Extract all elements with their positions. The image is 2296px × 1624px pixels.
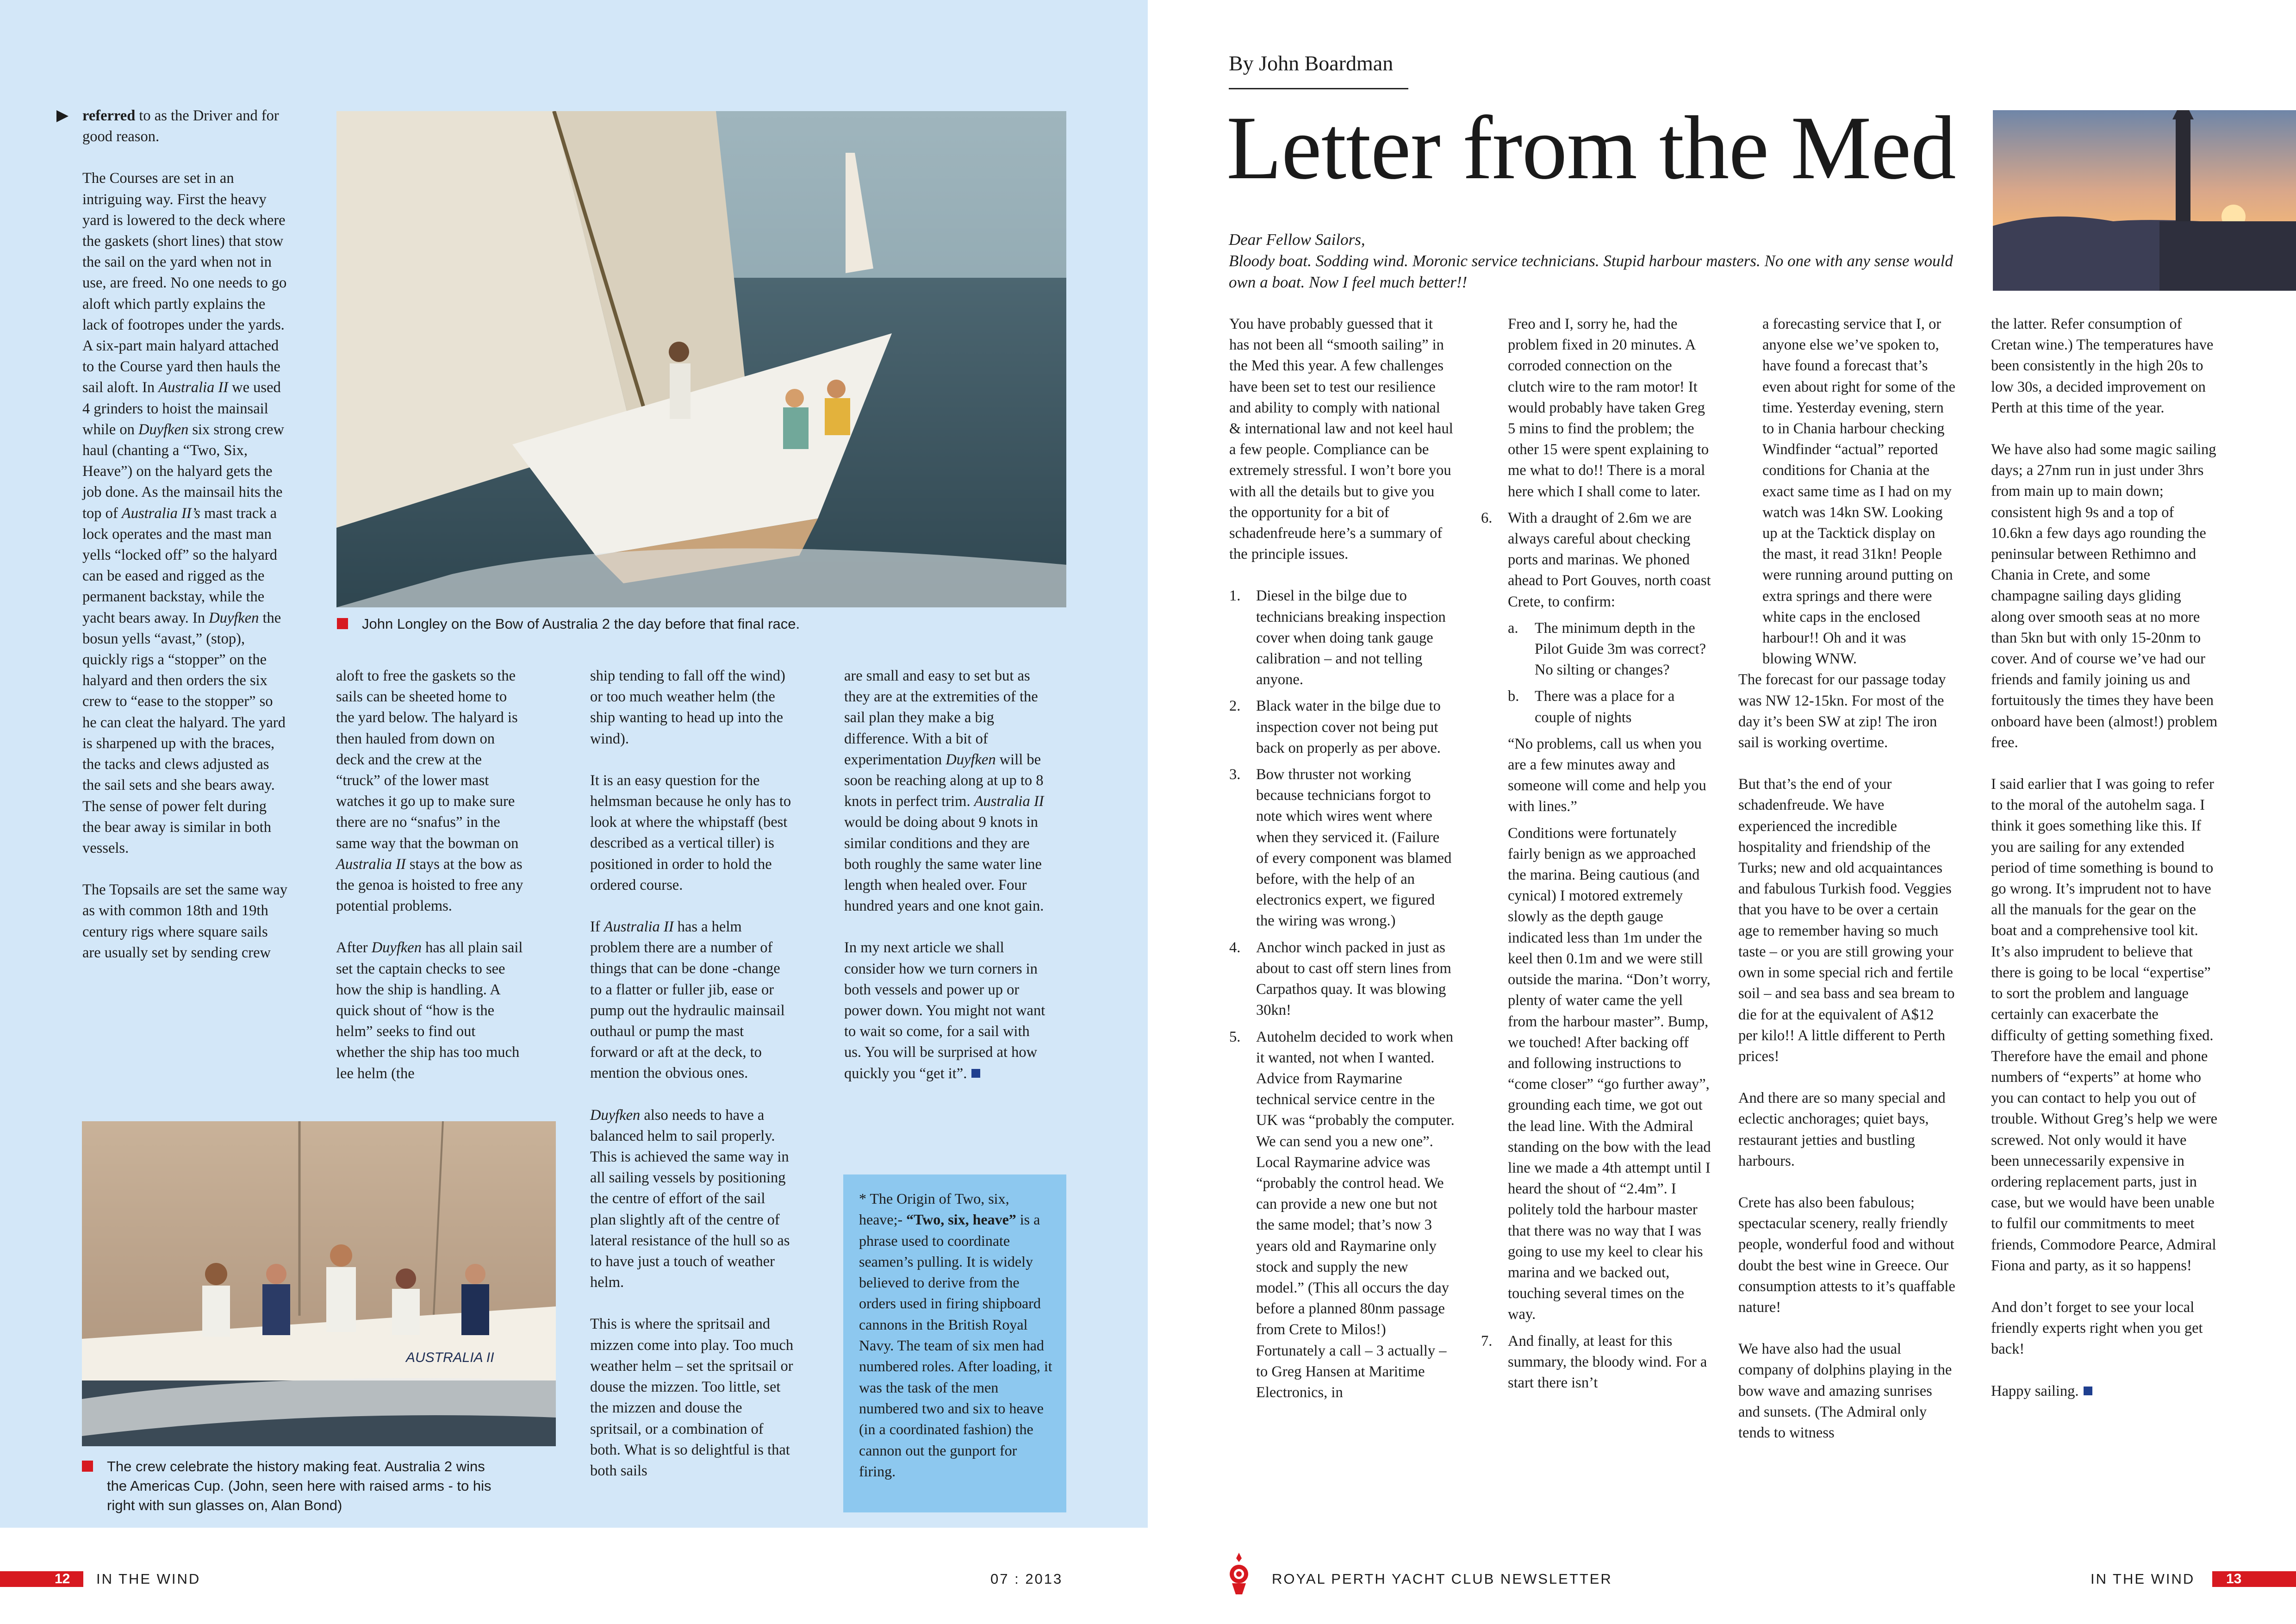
sub-list-item: b. There was a place for a couple of nights [1508, 688, 1675, 726]
svg-text:AUSTRALIA II: AUSTRALIA II [406, 1350, 494, 1365]
list-item: 6. With a draught of 2.6m we are always careful about checking ports and marinas. We phoned ahead to Port Gouves, north coast Crete, to confirm: [1481, 509, 1711, 610]
left-col-4-para-2: In my next article we shall consider how we turn corners in both vessels and power up or power down. You might not want to wait so come, for a sail with us. You will be surprised at how quickly you “get it”. [844, 939, 1045, 1082]
caption-line: the Americas Cup. (John, seen here with raised arms - to his [107, 1478, 492, 1494]
sidebar-two-six-heave: * The Origin of Two, six, heave;- “Two, six, heave” is a phrase used to coordinate seamen’s pulling. It is widely believed to derive from the orders used in firing shipboard cannons in the British Royal Navy. The team of six men had numbered roles. After loading, it was the task of the men numbered two and six to heave (in a coordinated fashion) the cannon out the gunport for firing. [843, 1174, 1066, 1512]
page-number-right: 13 [2226, 1571, 2242, 1587]
right-col-2-para-a: “No problems, call us when you are a few minutes away and someone will come and help you with lines.” [1508, 735, 1706, 815]
list-item-text: Anchor winch packed in just as about to cast off stern lines from Carpathos quay. It was blowing 30kn! [1256, 939, 1451, 1019]
list-item [1229, 586, 1455, 690]
article-end-mark [971, 1069, 980, 1078]
right-col-3-cont: a forecasting service that I, or anyone else we’ve spoken to, have found a forecast that’s even about right for some of the time. Yesterday evening, stern to in Chania harbour checking Windfinder “actual” reported conditions for Chania at the exact same time as I had on my watch was 14kn SW. Looking up at the Tacktick display on the mast, it read 31kn! People were running around putting on extra springs and there were white caps in the enclosed harbour!! Oh and it was blowing WNW. [1762, 316, 1955, 668]
caption-top-photo: John Longley on the Bow of Australia 2 the day before that final race. [337, 614, 1066, 635]
list-item [1229, 696, 1455, 759]
right-col-2 [1481, 314, 1712, 1393]
list-item-number: 5. [1229, 1028, 1241, 1045]
list-item [1229, 764, 1455, 932]
list-item-number: 3. [1229, 766, 1241, 783]
right-col-4-para-2: We have also had some magic sailing days; a 27nm run in just under 3hrs from main up to main down; consistent high 9s and a top of 10.6kn a few days ago rounding the peninsular between Rethimno and Chania in Crete, and some champagne sailing days gliding along over smooth seas at no more than 5kn but with only 15-20nm to cover. And of course we’ve had our friends and family joining us and fortuitously the times they have been onboard have been (almost!) problem free. [1991, 441, 2218, 751]
caption-marker [82, 1461, 93, 1472]
footer-publication-left: IN THE WIND [96, 1571, 201, 1587]
footer-bar-left [0, 1571, 83, 1587]
right-col-3-para-4: Crete has also been fabulous; spectacular scenery, really friendly people, wonderful food and without doubt the best wine in Greece. Our consumption attests to it’s quaffable nature! [1738, 1194, 1955, 1316]
left-col-1-para-1: referred to as the Driver and for good reason. [82, 106, 288, 147]
list-item-text: Black water in the bilge due to inspection cover not being put back on properly as per above. [1256, 698, 1441, 756]
salutation: Dear Fellow Sailors, [1229, 231, 1365, 249]
list-item-text: Autohelm decided to work when it wanted, not when I wanted. Advice from Raymarine technical service centre in the UK was “probably the computer. We can send you a new one”. Local Raymarine advice was “probably the control head. We can provide a new one but not the same model; that’s now 3 years old and Raymarine only stock and supply the new model.” (This all occurs the day before a planned 80nm passage from Crete to Milos!) Fortunately a call – 3 actually – to Greg Hansen at Maritime Electronics, in [1256, 1028, 1455, 1401]
photo-lighthouse-sunset [1993, 110, 2296, 291]
caption-line: right with sun glasses on, Alan Bond) [107, 1497, 342, 1513]
right-col-3-para-5: We have also had the usual company of dolphins playing in the bow wave and amazing sunrises and sunsets. (The Admiral only tends to witness [1738, 1341, 1952, 1441]
sub-list-item: a. The minimum depth in the Pilot Guide 3m was correct? No silting or changes? [1508, 619, 1706, 679]
right-col-4-para-5: Happy sailing. [1991, 1381, 2218, 1402]
right-col-3-para-2: But that’s the end of your schadenfreude. We have experienced the incredible hospitality and friendship of the Turks; new and old acquaintances and fabulous Turkish food. Veggies that you have to be over a certain age to remember having so much taste – or you are still growing your own in some special rich and fertile soil – and sea bass and sea bream to die for at the equivalent of A$12 per kilo!! A little different to Perth prices! [1738, 776, 1955, 1065]
left-col-3 [590, 666, 794, 1481]
right-col-3 [1738, 314, 1956, 1443]
list-item-number: 4. [1229, 939, 1241, 956]
caption-bottom-photo [82, 1457, 591, 1519]
list-item: 7. And finally, at least for this summary, the bloody wind. For a start there isn’t [1481, 1332, 1707, 1391]
headline: Letter from the Med [1226, 98, 1956, 198]
left-col-2-para-2: After Duyfken has all plain sail set the captain checks to see how the ship is handling. A quick shout of “how is the helm” seeks to find out whether the ship has too much lee helm (the [336, 939, 523, 1082]
left-col-2 [336, 666, 526, 1084]
right-col-4-para-1: the latter. Refer consumption of Cretan wine.) The temperatures have been consistently in the high 20s to low 30s, a decided improvement on Perth at this time of the year. [1991, 316, 2214, 416]
left-col-3-para-2: It is an easy question for the helmsman because he only has to look at where the whipstaff (best described as a vertical tiller) is positioned in order to hold the ordered course. [590, 772, 791, 893]
photo-australia-ii-bow [336, 111, 1066, 607]
footer-publication-right: IN THE WIND [2091, 1571, 2195, 1587]
right-col-2-cont: Freo and I, sorry he, had the problem fixed in 20 minutes. A corroded connection on the clutch wire to the ram motor! It would probably have taken Greg 5 mins to find the problem; the other 15 were spent explaining to me what to do!! There is a moral here which I shall come to later. [1508, 316, 1709, 500]
photo-crew-celebrate [82, 1121, 556, 1446]
right-col-4-para-3: I said earlier that I was going to refer to the moral of the autohelm saga. I think it goes something like this. If you are sailing for any extended period of time something is bound to go wrong. It’s imprudent not to have all the manuals for the gear on the boat and a comprehensive tool kit. It’s also imprudent to believe that there is going to be local “expertise” to sort the problem and language certainly can exacerbate the difficulty of getting something fixed. Therefore have the email and phone numbers of “experts” at home who you can contact to help you out of trouble. Without Greg’s help we were screwed. Not only would it have been unnecessarily expensive in ordering replacement parts, just in case, but we would have been unable to fulfil our commitments to meet friends, Commodore Pearce, Admiral Fiona and party, as it so happens! [1991, 776, 2218, 1274]
intro [1229, 229, 1960, 293]
right-col-1 [1229, 314, 1455, 1409]
right-col-3-para-1: The forecast for our passage today was NW 12-15kn. For most of the day it’s been SW at zip! The iron sail is working overtime. [1738, 671, 1946, 751]
list-item-text: Bow thruster not working because technicians forgot to note which wires went where when they serviced it. (Failure of every component was blamed before, with the help of an electronics expert, we figured the wiring was wrong.) [1256, 766, 1452, 930]
caption-marker [337, 618, 348, 629]
right-col-2-para-b: Conditions were fortunately fairly benign as we approached the marina. Being cautious (and cynical) I motored extremely slowly as the depth gauge indicated less than 1m under the keel then 0.1m and we were still outside the marina. “Don’t worry, plenty of water came the yell from the harbour master”. Bump, we touched! After backing off and following instructions to “come closer” “go further away”, grounding each time, we got out the lead line. With the Admiral standing on the bow with the lead line we made a 4th attempt until I heard the shout of “2.4m”. I politely told the harbour master that there was no way that I was going to use my keel to clear his marina and we backed out, touching several times on the way. [1508, 824, 1711, 1323]
footer-bar-right [2212, 1571, 2296, 1587]
left-col-4-para-1: are small and easy to set but as they are at the extremities of the sail plan they make a big difference. With a bit of experimentation Duyfken will be soon be reaching along at up to 8 knots in perfect trim. Australia II would be doing about 9 knots in similar conditions and they are both roughly the same water line length when healed over. Four hundred years and one knot gain. [844, 668, 1044, 915]
byline-rule [1229, 88, 1408, 89]
page-number-left: 12 [55, 1571, 70, 1587]
left-col-1-para-2: The Courses are set in an intriguing way. First the heavy yard is lowered to the deck where the gaskets (short lines) that stow the sail on the yard when not in use, are freed. No one needs to go aloft which partly explains the lack of footropes under the yards. A six-part main halyard attached to the Course yard then hauls the sail aloft. In Australia II we used 4 grinders to hoist the mainsail while on Duyfken six strong crew haul (chanting a “Two, Six, Heave”) on the halyard gets the job done. As the mainsail hits the top of Australia II’s mast track a lock operates and the mast man yells “locked off” so the halyard can be eased and rigged as the permanent backstay, while the yacht bears away. In Duyfken the bosun yells “avast,” (stop), quickly rigs a “stopper” on the halyard and then orders the six crew to “ease to the stopper” so he can cleat the halyard. The yard is sharpened up with the braces, the tacks and clews adjusted as the sail sets and she bears away. The sense of power felt during the bear away is similar in both vessels. [82, 170, 287, 856]
club-crest-icon [1227, 1552, 1251, 1598]
list-item-number: 1. [1229, 587, 1241, 605]
footer-date: 07 : 2013 [990, 1571, 1063, 1587]
left-col-4 [844, 666, 1048, 1084]
right-col-3-para-3: And there are so many special and eclectic anchorages; quiet bays, restaurant jetties and bustling harbours. [1738, 1090, 1946, 1169]
list-item-number: 2. [1229, 698, 1241, 715]
list-item [1229, 1027, 1455, 1404]
article-end-mark [2084, 1387, 2092, 1395]
right-col-4 [1991, 314, 2218, 1402]
issues-list [1229, 586, 1455, 1403]
right-col-1-para-1: You have probably guessed that it has not been all “smooth sailing” in the Med this year. A few challenges have been set to test our resilience and ability to comply with national & international law and not keel haul a few people. Compliance can be extremely stressful. I won’t bore you with all the details but to give you the opportunity for a bit of schadenfreude here’s a summary of the principle issues. [1229, 316, 1453, 563]
left-col-3-para-4: Duyfken also needs to have a balanced helm to sail properly. This is achieved the same way in all sailing vessels by positioning the centre of effort of the sail plan slightly aft of the centre of lateral resistance of the hull so as to have just a touch of weather helm. [590, 1106, 790, 1291]
byline: By John Boardman [1229, 51, 1394, 75]
left-col-3-para-5: This is where the spritsail and mizzen come into play. Too much weather helm – set the spritsail or douse the mizzen. Too little, set the mizzen and douse the spritsail, or a combination of both. What is so delightful is that both sails [590, 1316, 794, 1479]
right-col-4-para-4: And don’t forget to see your local friendly experts right when you get back! [1991, 1299, 2203, 1358]
left-col-3-para-3: If Australia II has a helm problem there are a number of things that can be done -change to a flatter or fuller jib, ease or pump out the hydraulic mainsail outhaul or pump the mast forward or aft at the deck, to mention the obvious ones. [590, 918, 785, 1082]
left-col-1 [82, 106, 288, 963]
footer-club: ROYAL PERTH YACHT CLUB NEWSLETTER [1272, 1571, 1612, 1587]
left-col-3-para-1: ship tending to fall off the wind) or too much weather helm (the ship wanting to head up into the wind). [590, 668, 785, 747]
caption-line: The crew celebrate the history making feat. Australia 2 wins [107, 1458, 485, 1474]
list-item-text: Diesel in the bilge due to technicians breaking inspection cover when doing tank gauge calibration – and not telling anyone. [1256, 587, 1446, 688]
continued-arrow-icon [56, 108, 69, 129]
intro-rant: Bloody boat. Sodding wind. Moronic service technicians. Stupid harbour masters. No one with any sense would own a boat. Now I feel much better!! [1229, 252, 1953, 291]
list-item [1229, 937, 1455, 1021]
left-col-1-para-3: The Topsails are set the same way as with common 18th and 19th century rigs where square sails are usually set by sending crew [82, 881, 287, 961]
left-col-2-para-1: aloft to free the gaskets so the sails can be sheeted home to the yard below. The halyard is then hauled from down on deck and the crew at the “truck” of the lower mast watches it go up to make sure there are no “snafus” in the same way that the bowman on Australia II stays at the bow as the genoa is hoisted to free any potential problems. [336, 668, 523, 915]
